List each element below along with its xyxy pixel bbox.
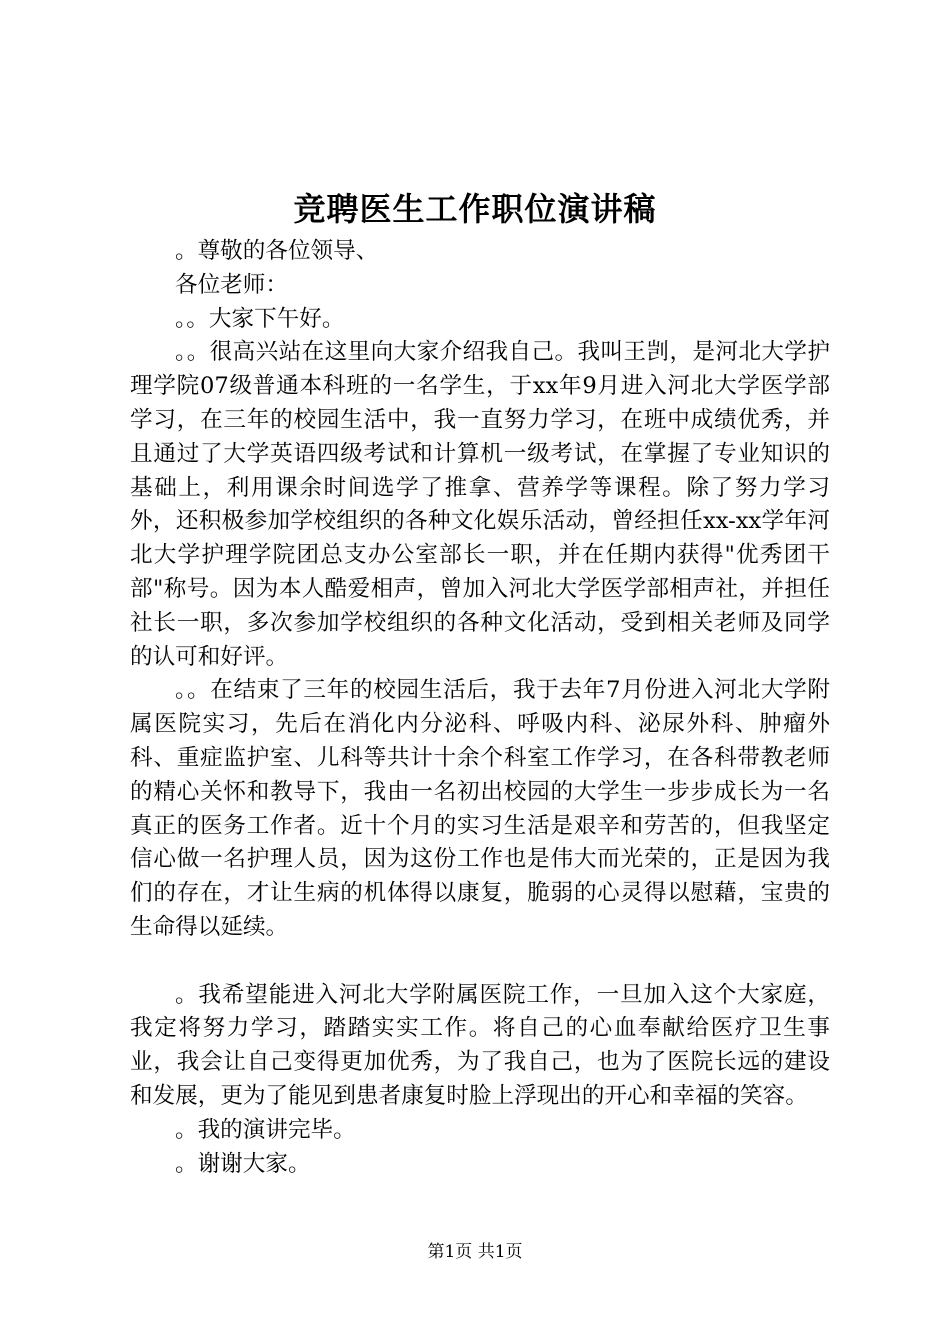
greeting-line: 各位老师： — [175, 271, 288, 298]
body-paragraph: 。。在结束了三年的校园生活后，我于去年7月份进入河北大学附属医院实习，先后在消化内分泌科、呼吸内科、泌尿外科、肿瘤外科、重症监护室、儿科等共计十余个科室工作学习，在各科带教老师的精心关怀和教导下，我由一名初出校园的大学生一步步成长为一名真正的医务工作者。近十个月的实习生活是艰辛和劳苦的，但我坚定信心做一名护理人员，因为这份工作也是伟大而光荣的，正是因为我们的存在，才让生病的机体得以康复，脆弱的心灵得以慰藉，宝贵的生命得以延续。 — [130, 677, 830, 940]
page-number-footer: 第1页 共1页 — [427, 1242, 523, 1262]
body-paragraph: 。。很高兴站在这里向大家介绍我自己。我叫王剀，是河北大学护理学院07级普通本科班的一名学生，于xx年9月进入河北大学医学部学习，在三年的校园生活中，我一直努力学习，在班中成绩优秀，并且通过了大学英语四级考试和计算机一级考试，在掌握了专业知识的基础上，利用课余时间选学了推拿、营养学等课程。除了努力学习外，还积极参加学校组织的各种文化娱乐活动，曾经担任xx-xx学年河北大学护理学院团总支办公室部长一职，并在任期内获得"优秀团干部"称号。因为本人酷爱相声，曾加入河北大学医学部相声社，并担任社长一职，多次参加学校组织的各种文化活动，受到相关老师及同学的认可和好评。 — [130, 339, 830, 670]
greeting-line: 。。大家下午好。 — [175, 305, 345, 332]
closing-line: 。谢谢大家。 — [175, 1150, 311, 1177]
closing-line: 。我的演讲完毕。 — [175, 1116, 356, 1143]
greeting-line: 。尊敬的各位领导、 — [175, 238, 379, 264]
document-title: 竞聘医生工作职位演讲稿 — [293, 190, 657, 228]
body-paragraph: 。我希望能进入河北大学附属医院工作，一旦加入这个大家庭，我定将努力学习，踏踏实实工作。将自己的心血奉献给医疗卫生事业，我会让自己变得更加优秀，为了我自己，也为了医院长远的建设和发展，更为了能见到患者康复时脸上浮现出的开心和幸福的笑容。 — [130, 981, 830, 1109]
document-body — [130, 235, 830, 1181]
